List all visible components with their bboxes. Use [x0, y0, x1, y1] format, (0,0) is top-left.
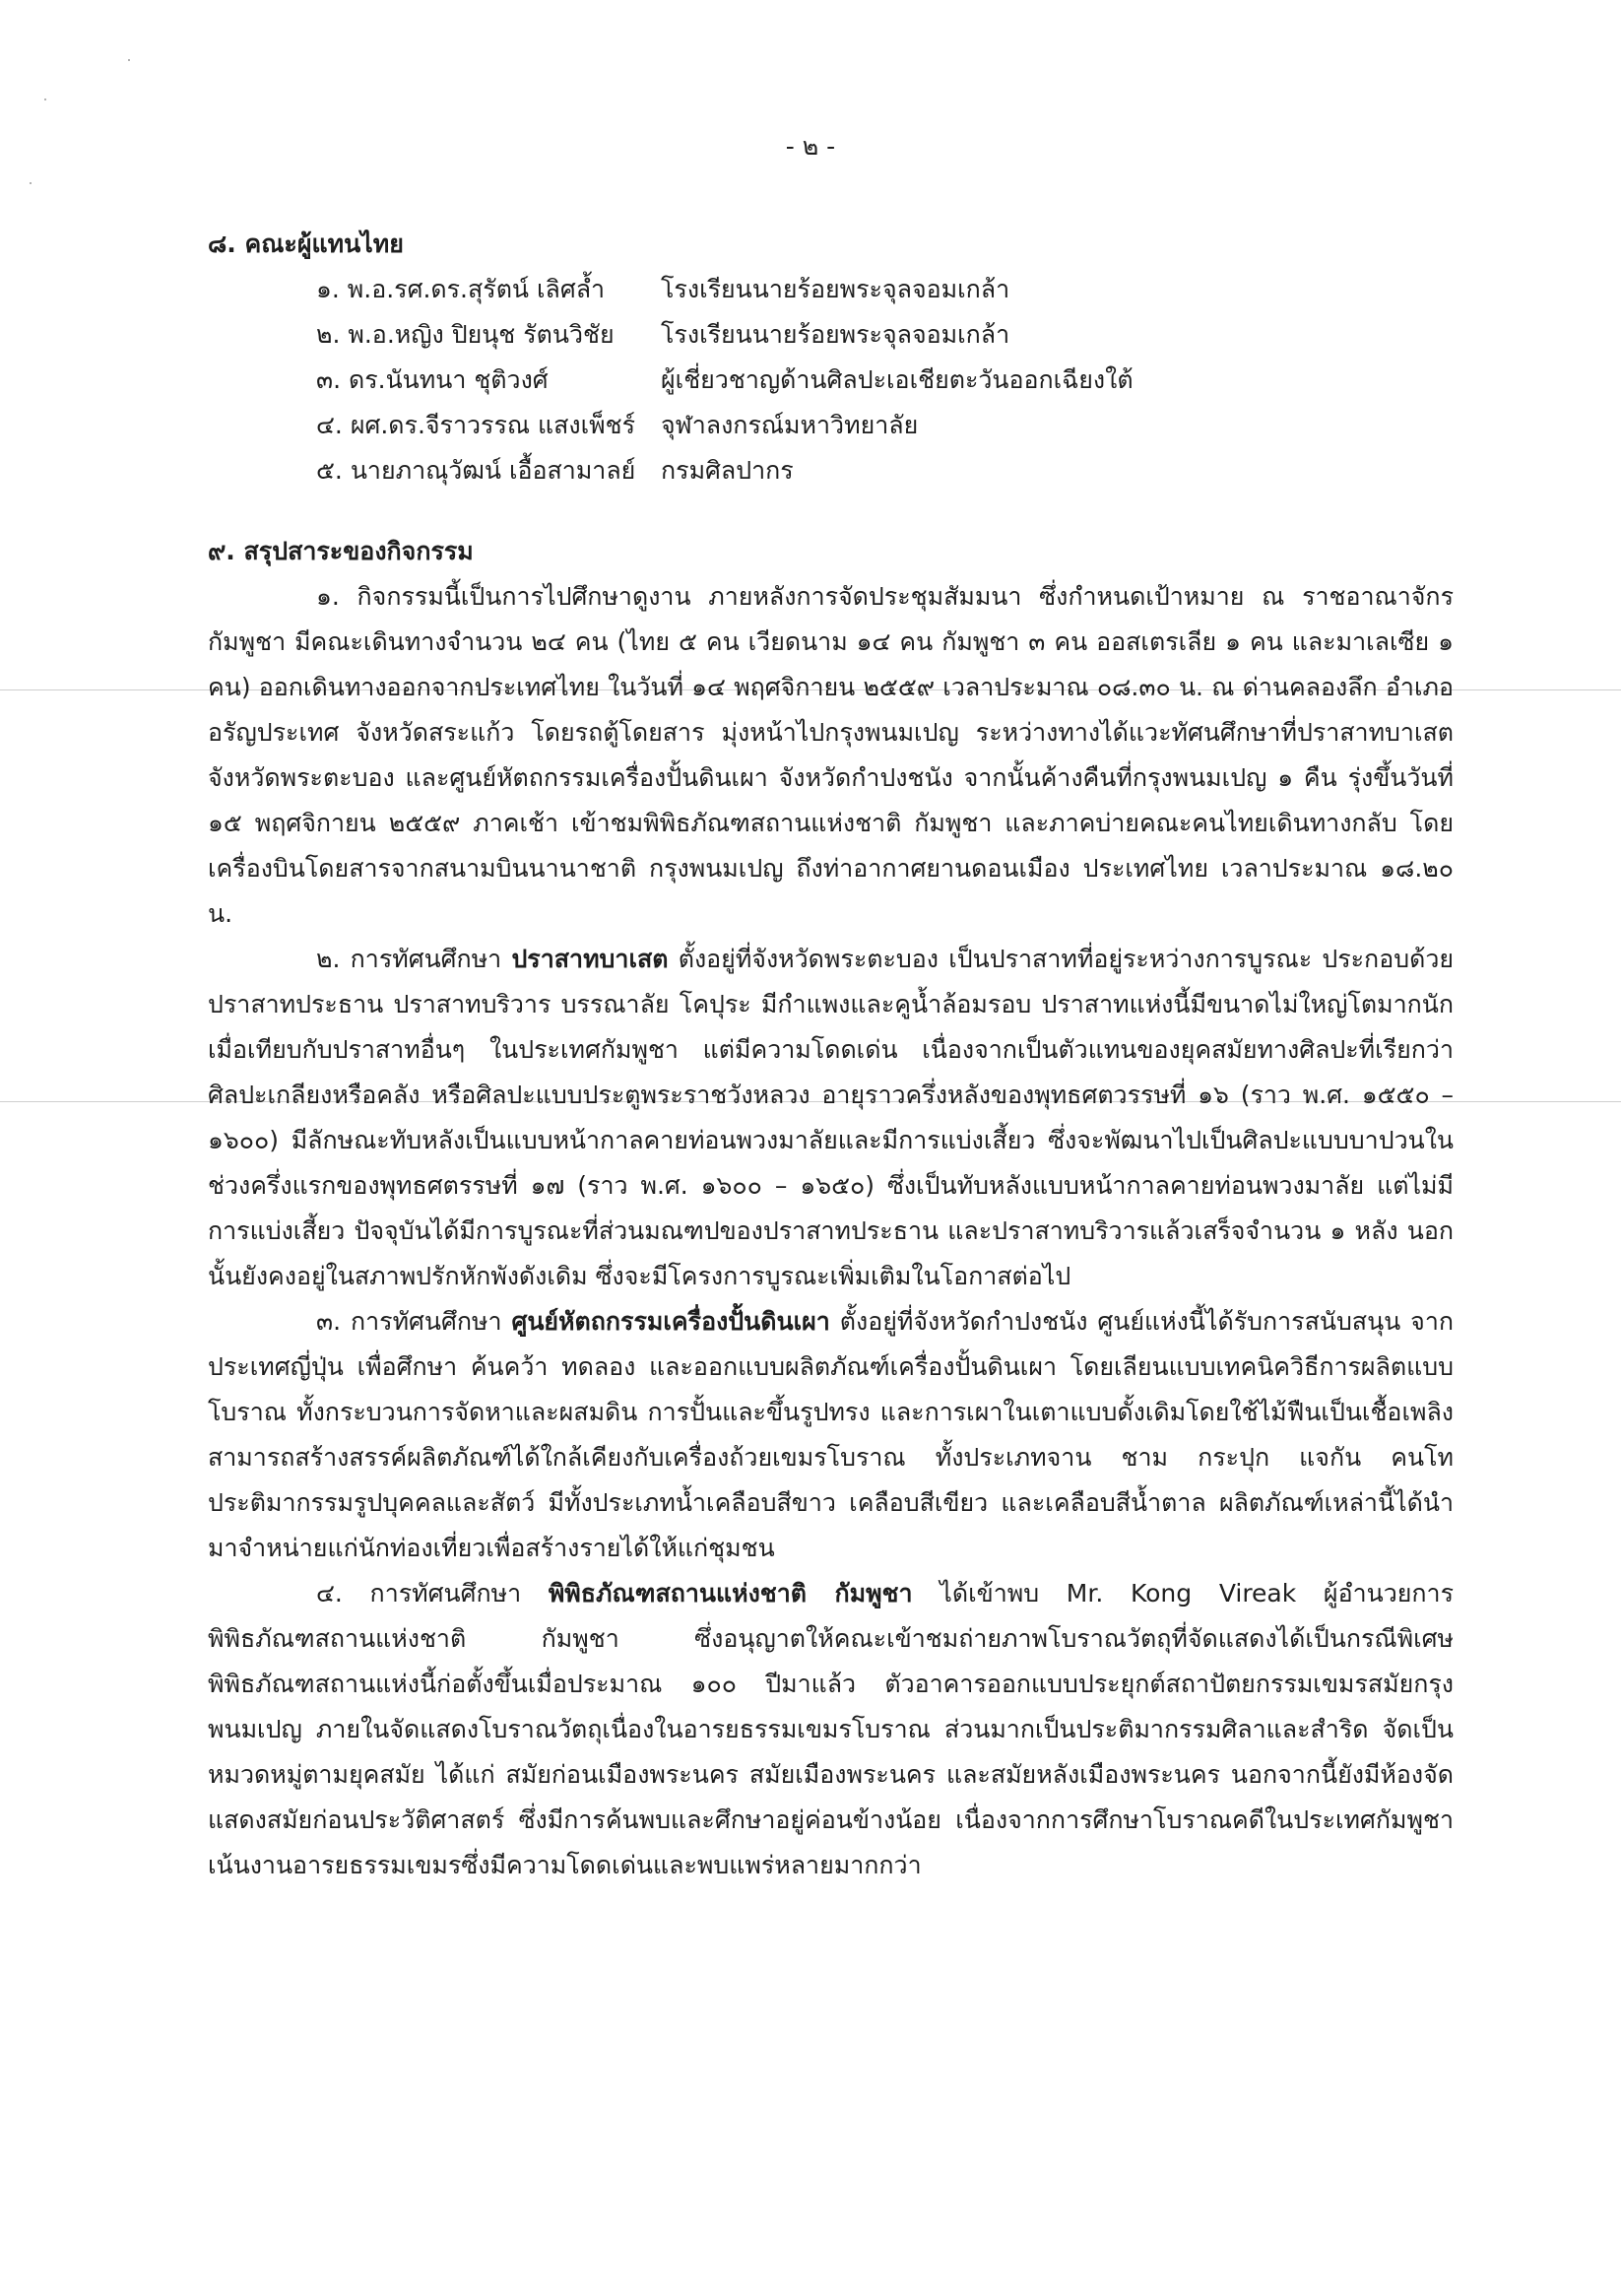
paragraph-lead: ๔. การทัศนศึกษา — [316, 1579, 549, 1607]
member-organization: กรมศิลปากร — [661, 456, 794, 485]
page-number: - ๒ - — [785, 132, 836, 161]
site-name-bold: พิพิธภัณฑสถานแห่งชาติ กัมพูชา — [548, 1579, 913, 1607]
document-body — [208, 222, 1454, 1888]
member-name: ๕. นายภาณุวัฒน์ เอื้อสามาลย์ — [316, 456, 636, 485]
member-organization: โรงเรียนนายร้อยพระจุลจอมเกล้า — [661, 320, 1010, 349]
delegation-list — [316, 267, 1454, 493]
summary-paragraph-2 — [208, 937, 1454, 1299]
scan-speck — [44, 98, 46, 100]
member-organization: จุฬาลงกรณ์มหาวิทยาลัย — [661, 411, 919, 439]
member-organization: ผู้เชี่ยวชาญด้านศิลปะเอเชียตะวันออกเฉียงใต้ — [661, 365, 1134, 394]
section-spacer — [208, 493, 1454, 529]
delegation-member — [316, 403, 1454, 448]
delegation-member — [316, 448, 1454, 493]
paragraph-text: ตั้งอยู่ที่จังหวัดพระตะบอง เป็นปราสาทที่อยู่ระหว่างการบูรณะ ประกอบด้วยปราสาทประธาน ปราสาทบริวาร บรรณาลัย โคปุระ มีกำแพงและคูน้ำล้อมรอบ ปราสาทแห่งนี้มีขนาดไม่ใหญ่โตมากนักเมื่อเทียบกับปราสาทอื่นๆ ในประเทศกัมพูชา แต่มีความโดดเด่น เนื่องจากเป็นตัวแทนของยุคสมัยทางศิลปะที่เรียกว่า ศิลปะเกลียงหรือคลัง หรือศิลปะแบบประตูพระราชวังหลวง อายุราวครึ่งหลังของพุทธศตวรรษที่ ๑๖ (ราว พ.ศ. ๑๕๕๐ – ๑๖๐๐) มีลักษณะทับหลังเป็นแบบหน้ากาลคายท่อนพวงมาลัยและมีการแบ่งเสี้ยว ซึ่งจะพัฒนาไปเป็นศิลปะแบบบาปวนในช่วงครึ่งแรกของพุทธศตรรษที่ ๑๗ (ราว พ.ศ. ๑๖๐๐ – ๑๖๕๐) ซึ่งเป็นทับหลังแบบหน้ากาลคายท่อนพวงมาลัย แต่ไม่มีการแบ่งเสี้ยว ปัจจุบันได้มีการบูรณะที่ส่วนมณฑปของปราสาทประธาน และปราสาทบริวารแล้วเสร็จจำนวน ๑ หลัง นอกนั้นยังคงอยู่ในสภาพปรักหักพังดังเดิม ซึ่งจะมีโครงการบูรณะเพิ่มเติมในโอกาสต่อไป — [208, 945, 1455, 1290]
member-name: ๔. ผศ.ดร.จีราวรรณ แสงเพ็ชร์ — [316, 411, 636, 439]
member-name: ๑. พ.อ.รศ.ดร.สุรัตน์ เลิศล้ำ — [316, 275, 606, 303]
paragraph-lead: ๓. การทัศนศึกษา — [316, 1307, 512, 1336]
delegation-member — [316, 358, 1454, 403]
site-name-bold: ปราสาทบาเสต — [511, 945, 669, 973]
delegation-member — [316, 312, 1454, 358]
paragraph-text: ได้เข้าพบ Mr. Kong Vireak ผู้อำนวยการพิพิธภัณฑสถานแห่งชาติ กัมพูชา ซึ่งอนุญาตให้คณะเข้าชมถ่ายภาพโบราณวัตถุที่จัดแสดงได้เป็นกรณีพิเศษ พิพิธภัณฑสถานแห่งนี้ก่อตั้งขึ้นเมื่อประมาณ ๑๐๐ ปีมาแล้ว ตัวอาคารออกแบบประยุกต์สถาปัตยกรรมเขมรสมัยกรุงพนมเปญ ภายในจัดแสดงโบราณวัตถุเนื่องในอารยธรรมเขมรโบราณ ส่วนมากเป็นประติมากรรมศิลาและสำริด จัดเป็นหมวดหมู่ตามยุคสมัย ได้แก่ สมัยก่อนเมืองพระนคร สมัยเมืองพระนคร และสมัยหลังเมืองพระนคร นอกจากนี้ยังมีห้องจัดแสดงสมัยก่อนประวัติศาสตร์ ซึ่งมีการค้นพบและศึกษาอยู่ค่อนข้างน้อย เนื่องจากการศึกษาโบราณคดีในประเทศกัมพูชาเน้นงานอารยธรรมเขมรซึ่งมีความโดดเด่นและพบแพร่หลายมากกว่า — [208, 1579, 1454, 1879]
member-organization: โรงเรียนนายร้อยพระจุลจอมเกล้า — [661, 275, 1010, 303]
scan-speck — [30, 182, 32, 184]
member-name: ๓. ดร.นันทนา ชุติวงศ์ — [316, 365, 549, 394]
member-name: ๒. พ.อ.หญิง ปิยนุช รัตนวิชัย — [316, 320, 615, 349]
summary-paragraph-3 — [208, 1299, 1454, 1571]
site-name-bold: ศูนย์หัตถกรรมเครื่องปั้นดินเผา — [511, 1307, 830, 1336]
summary-paragraph-4 — [208, 1571, 1454, 1888]
paragraph-text: ตั้งอยู่ที่จังหวัดกำปงชนัง ศูนย์แห่งนี้ได้รับการสนับสนุน จากประเทศญี่ปุ่น เพื่อศึกษา ค้นคว้า ทดลอง และออกแบบผลิตภัณฑ์เครื่องปั้นดินเผา โดยเลียนแบบเทคนิควิธีการผลิตแบบโบราณ ทั้งกระบวนการจัดหาและผสมดิน การปั้นและขึ้นรูปทรง และการเผาในเตาแบบดั้งเดิมโดยใช้ไม้ฟืนเป็นเชื้อเพลิง สามารถสร้างสรรค์ผลิตภัณฑ์ได้ใกล้เคียงกับเครื่องถ้วยเขมรโบราณ ทั้งประเภทจาน ชาม กระปุก แจกัน คนโท ประติมากรรมรูปบุคคลและสัตว์ มีทั้งประเภทน้ำเคลือบสีขาว เคลือบสีเขียว และเคลือบสีน้ำตาล ผลิตภัณฑ์เหล่านี้ได้นำมาจำหน่ายแก่นักท่องเที่ยวเพื่อสร้างรายได้ให้แก่ชุมชน — [208, 1307, 1454, 1562]
scan-speck — [128, 59, 130, 61]
section-8-heading: ๘. คณะผู้แทนไทย — [208, 230, 404, 258]
paragraph-lead: ๒. การทัศนศึกษา — [316, 945, 512, 973]
delegation-member — [316, 267, 1454, 312]
summary-paragraph-1: ๑. กิจกรรมนี้เป็นการไปศึกษาดูงาน ภายหลังการจัดประชุมสัมมนา ซึ่งกำหนดเป้าหมาย ณ ราชอาณาจักรกัมพูชา มีคณะเดินทางจำนวน ๒๔ คน (ไทย ๕ คน เวียดนาม ๑๔ คน กัมพูชา ๓ คน ออสเตรเลีย ๑ คน และมาเลเซีย ๑ คน) ออกเดินทางออกจากประเทศไทย ในวันที่ ๑๔ พฤศจิกายน ๒๕๕๙ เวลาประมาณ ๐๘.๓๐ น. ณ ด่านคลองลึก อำเภออรัญประเทศ จังหวัดสระแก้ว โดยรถตู้โดยสาร มุ่งหน้าไปกรุงพนมเปญ ระหว่างทางได้แวะทัศนศึกษาที่ปราสาทบาเสต จังหวัดพระตะบอง และศูนย์หัตถกรรมเครื่องปั้นดินเผา จังหวัดกำปงชนัง จากนั้นค้างคืนที่กรุงพนมเปญ ๑ คืน รุ่งขึ้นวันที่ ๑๕ พฤศจิกายน ๒๕๕๙ ภาคเช้า เข้าชมพิพิธภัณฑสถานแห่งชาติ กัมพูชา และภาคบ่ายคณะคนไทยเดินทางกลับ โดยเครื่องบินโดยสารจากสนามบินนานาชาติ กรุงพนมเปญ ถึงท่าอากาศยานดอนเมือง ประเทศไทย เวลาประมาณ ๑๘.๒๐ น. — [208, 582, 1454, 928]
section-9-heading: ๙. สรุปสาระของกิจกรรม — [208, 537, 474, 565]
